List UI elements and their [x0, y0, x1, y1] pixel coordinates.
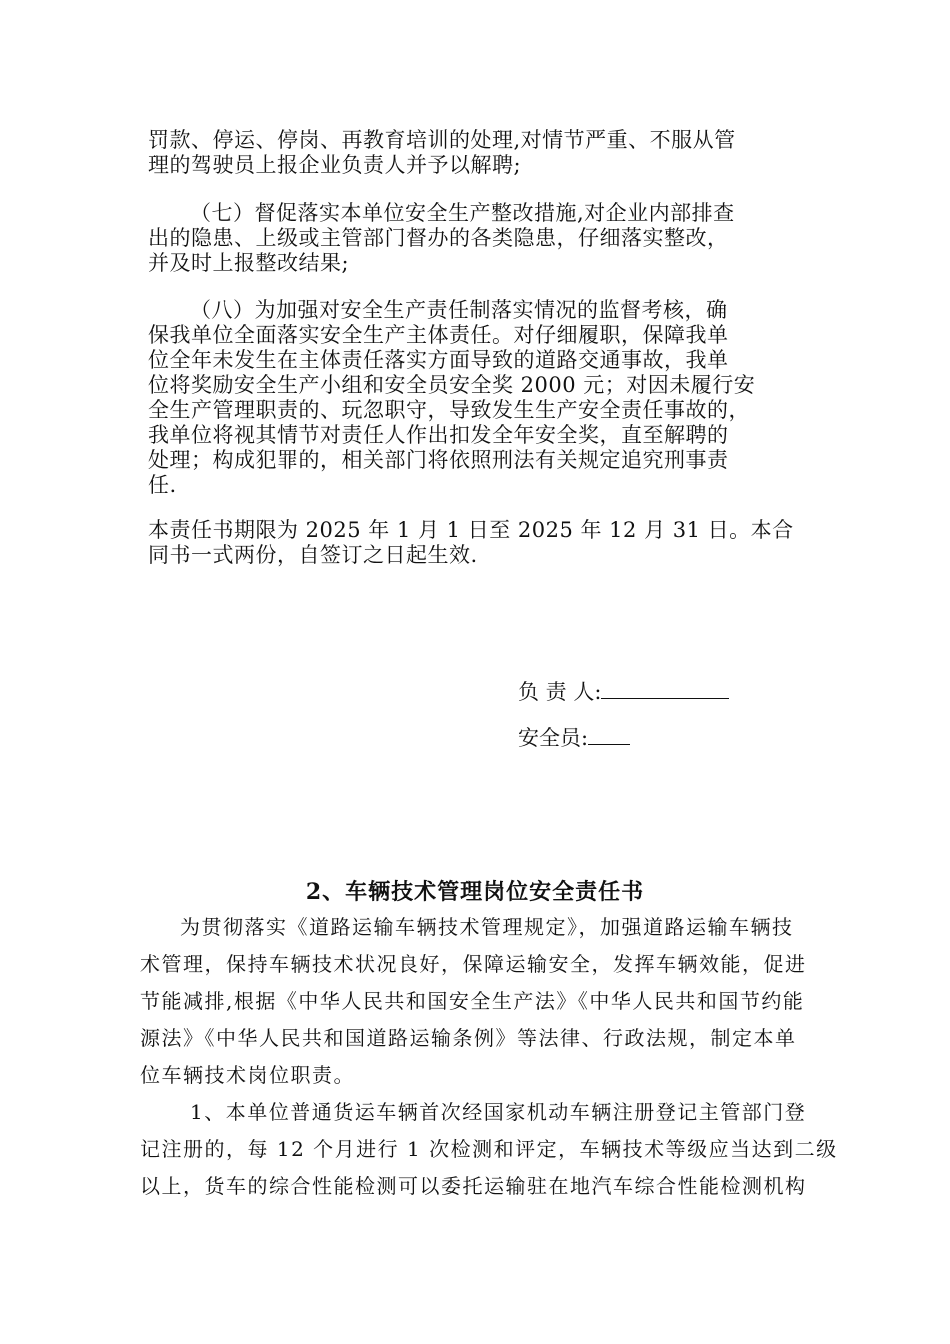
- text-line: 位将奖励安全生产小组和安全员安全奖 2000 元；对因未履行安: [148, 373, 756, 397]
- text-line: （七）督促落实本单位安全生产整改措施,对企业内部排查: [190, 201, 735, 225]
- text-line: 全生产管理职责的、玩忽职守，导致发生生产安全责任事故的，: [148, 398, 750, 422]
- safety-officer-blank: [588, 724, 630, 745]
- responsible-label: 负 责 人:: [518, 680, 602, 704]
- responsible-blank: [601, 678, 729, 699]
- text-line: 本责任书期限为 2025 年 1 月 1 日至 2025 年 12 月 31 日。本合: [148, 518, 794, 542]
- text-line: 罚款、停运、停岗、再教育培训的处理,对情节严重、不服从管: [148, 128, 736, 152]
- text-line: 术管理，保持车辆技术状况良好，保障运输安全，发挥车辆效能，促进: [140, 952, 807, 976]
- text-line: 源法》《中华人民共和国道路运输条例》等法律、行政法规，制定本单: [140, 1026, 797, 1050]
- safety-officer-label: 安全员:: [518, 726, 589, 750]
- text-line: （八）为加强对安全生产责任制落实情况的监督考核，确: [190, 298, 728, 322]
- text-line: 并及时上报整改结果;: [148, 251, 350, 275]
- section-title: 2、车辆技术管理岗位安全责任书: [305, 879, 645, 905]
- text-line: 出的隐患、上级或主管部门督办的各类隐患，仔细落实整改，: [148, 226, 729, 250]
- text-line: 同书一式两份，自签订之日起生效.: [148, 543, 478, 567]
- text-line: 为贯彻落实《道路运输车辆技术管理规定》，加强道路运输车辆技: [180, 915, 794, 939]
- text-line: 保我单位全面落实安全生产主体责任。对仔细履职，保障我单: [148, 323, 729, 347]
- text-line: 记注册的，每 12 个月进行 1 次检测和评定，车辆技术等级应当达到二级: [140, 1137, 838, 1161]
- text-line: 理的驾驶员上报企业负责人并予以解聘;: [148, 153, 522, 177]
- signature-safety-officer: [518, 722, 630, 752]
- text-line: 1、本单位普通货运车辆首次经国家机动车辆注册登记主管部门登: [190, 1100, 807, 1124]
- text-line: 我单位将视其情节对责任人作出扣发全年安全奖，直至解聘的: [148, 423, 729, 447]
- text-line: 位全年未发生在主体责任落实方面导致的道路交通事故，我单: [148, 348, 729, 372]
- text-line: 任.: [148, 473, 177, 497]
- text-line: 以上，货车的综合性能检测可以委托运输驻在地汽车综合性能检测机构: [140, 1174, 807, 1198]
- text-line: 位车辆技术岗位职责。: [140, 1063, 355, 1087]
- signature-responsible: [518, 676, 729, 706]
- text-line: 节能减排,根据《中华人民共和国安全生产法》《中华人民共和国节约能: [140, 989, 805, 1013]
- text-line: 处理；构成犯罪的，相关部门将依照刑法有关规定追究刑事责: [148, 448, 729, 472]
